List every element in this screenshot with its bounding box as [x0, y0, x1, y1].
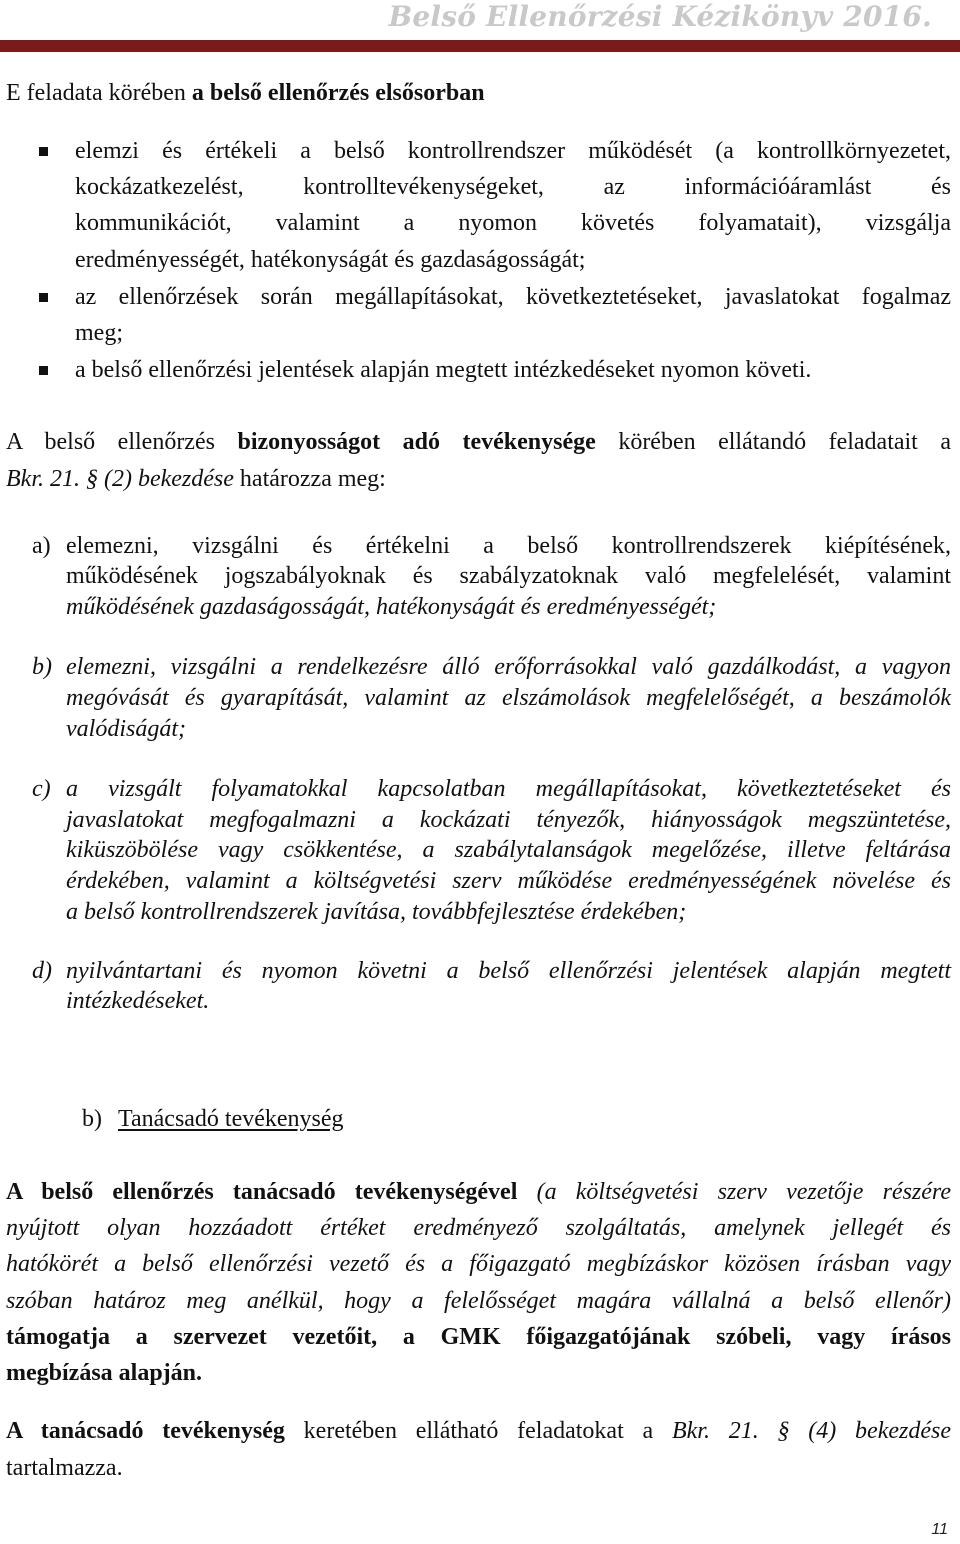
section-b-title: Tanácsadó tevékenység — [118, 1106, 344, 1132]
para3-italic: (a költségvetési szerv vezetője részére — [517, 1179, 951, 1205]
item-a-line-3 — [66, 592, 716, 622]
item-c-line-3-text: kiküszöbölése vagy csökkentése, a szabálytalanságok megelőzése, illetve feltárása — [66, 837, 951, 863]
item-a-line-1: elemezni, vizsgálni és értékelni a belső kontrollrendszerek kiépítésének, — [66, 533, 951, 559]
para2-line-2 — [6, 464, 386, 494]
bullet-1-line-1: elemzi és értékeli a belső kontrollrendszer működését (a kontrollkörnyezetet, — [75, 138, 951, 164]
para3-line-4 — [6, 1286, 951, 1316]
item-b-line-1-text: elemezni, vizsgálni a rendelkezésre álló erőforrásokkal való gazdálkodást, a vagyon — [66, 654, 951, 680]
header-rule — [0, 40, 960, 52]
section-b-label: b) — [82, 1106, 102, 1132]
intro-bold: a belső ellenőrzés elsősorban — [191, 80, 485, 106]
item-b-line-3-text: valódiságát; — [66, 716, 186, 742]
para2-prefix: A belső ellenőrzés — [6, 429, 238, 455]
section-b-heading — [82, 1104, 344, 1134]
bullet-marker-1 — [39, 147, 48, 156]
para4-bold: A tanácsadó tevékenység — [6, 1418, 285, 1444]
para3-bold: A belső ellenőrzés tanácsadó tevékenységével — [6, 1179, 518, 1205]
bullet-1-line-2: kockázatkezelést, kontrolltevékenységeket, az információáramlást és — [75, 174, 951, 200]
intro-prefix: E feladata körében — [6, 80, 192, 106]
para3-line-3-text: hatókörét a belső ellenőrzési vezető és a főigazgató megbízáskor közösen írásban vagy — [6, 1251, 951, 1277]
item-d-label-text: d) — [32, 958, 52, 984]
bullet-2-line-2: meg; — [75, 320, 123, 346]
para3-line-4-text: szóban határoz meg anélkül, hogy a felelősséget magára vállalná a belső ellenőr) — [6, 1288, 951, 1314]
item-b-line-1 — [66, 652, 951, 682]
item-b-line-2-text: megóvását és gyarapítását, valamint az elszámolások megfelelőségét, a beszámolók — [66, 685, 951, 711]
header-title: Belső Ellenőrzési Kézikönyv 2016. — [388, 0, 932, 33]
para3-line-6 — [6, 1358, 202, 1388]
para2-ref: Bkr. 21. § (2) bekezdése — [6, 466, 234, 492]
item-a-line-2: működésének jogszabályoknak és szabályzatoknak való megfelelését, valamint — [66, 563, 951, 589]
item-c-line-3 — [66, 835, 951, 865]
para4-mid: keretében ellátható feladatokat a — [284, 1418, 672, 1444]
item-c-line-2-text: javaslatokat megfogalmazni a kockázati tényezők, hiányosságok megszüntetése, — [66, 807, 951, 833]
intro-line — [6, 78, 485, 108]
para4-line-2: tartalmazza. — [6, 1455, 123, 1481]
para3-line-2-text: nyújtott olyan hozzáadott értéket eredményező szolgáltatás, amelynek jellegét és — [6, 1215, 951, 1241]
item-c-line-4-text: érdekében, valamint a költségvetési szerv működése eredményességének növelése és — [66, 868, 951, 894]
page-number: 11 — [931, 1521, 948, 1538]
bullet-2-line-1: az ellenőrzések során megállapításokat, következtetéseket, javaslatokat fogalmaz — [75, 284, 951, 310]
para3-line-1 — [6, 1177, 951, 1207]
para3-line-6-text: megbízása alapján. — [6, 1360, 203, 1386]
para4-line-1 — [6, 1416, 951, 1446]
para3-line-5 — [6, 1322, 951, 1352]
item-d-line-2 — [66, 986, 209, 1016]
bullet-1-line-3: kommunikációt, valamint a nyomon követés folyamatait), vizsgálja — [75, 210, 951, 236]
bullet-marker-3 — [39, 366, 48, 375]
item-d-label — [32, 956, 52, 986]
item-d-line-1 — [66, 956, 951, 986]
item-a-label: a) — [32, 533, 51, 559]
item-b-label — [32, 652, 52, 682]
item-b-line-3 — [66, 714, 186, 744]
para3-line-2 — [6, 1213, 951, 1243]
item-c-label — [32, 774, 51, 804]
para2-line-1 — [6, 427, 951, 457]
para3-line-5-text: támogatja a szervezet vezetőit, a GMK főigazgatójának szóbeli, vagy írásos — [6, 1324, 951, 1350]
item-c-label-text: c) — [32, 776, 51, 802]
item-b-label-text: b) — [32, 654, 52, 680]
item-b-line-2 — [66, 683, 951, 713]
para3-line-3 — [6, 1249, 951, 1279]
item-c-line-5-text: a belső kontrollrendszerek javítása, továbbfejlesztése érdekében; — [66, 899, 687, 925]
bullet-3-line-1: a belső ellenőrzési jelentések alapján megtett intézkedéseket nyomon követi. — [75, 357, 812, 383]
item-c-line-5 — [66, 897, 686, 927]
item-c-line-2 — [66, 805, 951, 835]
item-a-line-3-text: működésének gazdaságosságát, hatékonyságát és eredményességét; — [66, 594, 717, 620]
para2-ref-suffix: határozza meg: — [233, 466, 386, 492]
item-c-line-1 — [66, 774, 951, 804]
bullet-marker-2 — [39, 293, 48, 302]
para2-suffix: körében ellátandó feladatait a — [595, 429, 952, 455]
item-d-line-1-text: nyilvántartani és nyomon követni a belső ellenőrzési jelentések alapján megtett — [66, 958, 951, 984]
item-c-line-4 — [66, 866, 951, 896]
item-d-line-2-text: intézkedéseket. — [66, 988, 210, 1014]
item-c-line-1-text: a vizsgált folyamatokkal kapcsolatban megállapításokat, következtetéseket és — [66, 776, 951, 802]
para4-ref: Bkr. 21. § (4) bekezdése — [671, 1418, 951, 1444]
para2-bold: bizonyosságot adó tevékenysége — [237, 429, 596, 455]
bullet-1-line-4: eredményességét, hatékonyságát és gazdaságosságát; — [75, 247, 586, 273]
